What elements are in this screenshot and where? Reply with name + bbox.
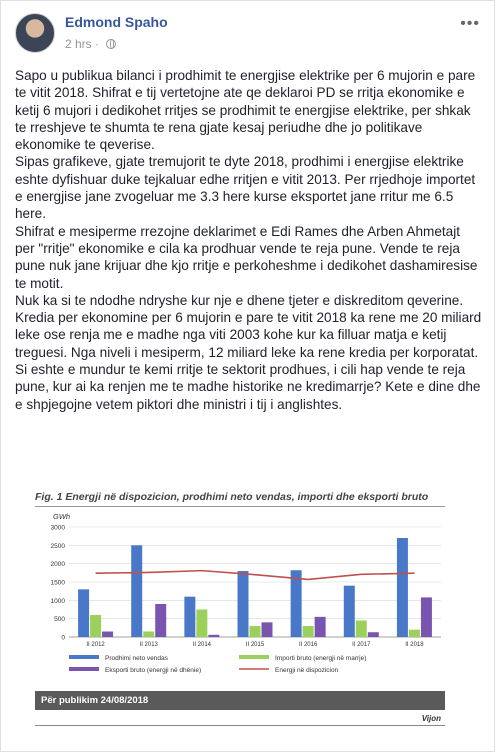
x-tick-label: II 2016	[298, 642, 318, 648]
x-tick-label: II 2017	[352, 642, 371, 648]
bar-1	[356, 621, 367, 638]
bar-2	[102, 632, 113, 638]
bar-0	[238, 571, 249, 637]
post-timestamp[interactable]: 2 hrs ·	[65, 37, 103, 51]
y-tick-label: 500	[54, 616, 65, 624]
legend-label: Energji në dispozicion	[275, 667, 339, 674]
bar-1	[143, 632, 154, 638]
legend-label: Prodhimi neto vendas	[105, 655, 168, 662]
line-series	[96, 571, 415, 580]
ellipsis-icon[interactable]: •••	[460, 15, 480, 32]
post-paragraph: Sapo u publikua bilanci i prodhimit te energjise elektrike per 6 mujorin e pare te vitit 2018. Shifrat e tij vertetojne ate qe deklaroi PD se rritja ekonomike e ketij 6 mujori i dedikohet rritjes se prodhimit te energjise elektrike, per shkak te rreshjeve te shumta te rena gjate kesaj periudhe dhe jo politikave ekonomike te qeverise.	[15, 68, 476, 153]
bar-1	[409, 630, 420, 637]
energy-chart	[29, 507, 451, 692]
bar-2	[315, 617, 326, 637]
y-axis-label: GWh	[53, 512, 71, 521]
y-tick-label: 2000	[50, 561, 65, 569]
bar-2	[368, 632, 379, 637]
y-tick-label: 3000	[50, 524, 65, 532]
post-paragraph: Nuk ka si te ndodhe ndryshe kur nje e dhene tjeter e diskreditom qeverine. Kredia per ekonomine per 6 mujorin e pare te vitit 2018 ka rene me 20 miliard leke ose renja me e madhe nga viti 2003 kohe kur ka filluar matja e ketij treguesi. Nga niveli i mesiperm, 12 miliard leke ka rene kredia per korporatat. Si eshte e mundur te kemi rritje te sektorit prodhues, i cili hap vende te reja pune, kur ai ka renjen me te madhe historike ne kredimarrje? Kete e dine dhe e shpjegojne vetem piktori dhe ministri i tij i anglishtes.	[15, 292, 482, 412]
bar-1	[90, 615, 101, 637]
bar-2	[262, 622, 273, 637]
author-name[interactable]: Edmond Spaho	[65, 14, 168, 30]
x-tick-label: II 2013	[139, 642, 158, 648]
post-paragraph: Sipas grafikeve, gjate tremujorit te dyte 2018, prodhimi i energjise elektrike eshte dyfishuar duke tejkaluar edhe rritjen e vitit 2013. Per rrjedhoje importet e energjise jane zvogeluar me 3.3 here kurse eksportet jane rritur me 6.5 here.	[15, 154, 476, 222]
bar-1	[250, 626, 261, 637]
legend-swatch	[69, 655, 99, 659]
bar-2	[208, 635, 219, 637]
bar-0	[78, 589, 89, 637]
y-tick-label: 0	[61, 634, 65, 642]
publisher-logo: Vijon	[421, 714, 441, 723]
x-tick-label: II 2015	[245, 642, 265, 648]
x-tick-label: II 2018	[405, 642, 424, 648]
legend-swatch	[239, 655, 269, 659]
post-image-chart[interactable]	[29, 485, 451, 737]
y-tick-label: 1500	[50, 579, 65, 587]
legend-label: Importi bruto (energji në marrje)	[275, 655, 367, 662]
legend-label: Eksporti bruto (energji në dhënie)	[105, 667, 202, 674]
post-header	[15, 13, 480, 57]
publication-date-banner: Për publikim 24/08/2018	[35, 691, 445, 710]
x-tick-label: II 2014	[192, 642, 212, 648]
bar-0	[184, 597, 195, 637]
post-meta	[65, 37, 116, 51]
bar-1	[303, 626, 314, 637]
bar-0	[131, 545, 142, 637]
bar-2	[421, 597, 432, 637]
bar-2	[155, 604, 166, 637]
bar-1	[196, 610, 207, 638]
y-tick-label: 1000	[50, 597, 65, 605]
post-paragraph: Shifrat e mesiperme rrezojne deklarimet e Edi Rames dhe Arben Ahmetajt per "rritje" ekonomike e cila ka prodhuar vende te reja pune. Vende te reja pune nuk jane krijuar dhe kjo rritje e perkoheshme i dedikohet dashamiresise te motit.	[15, 223, 478, 291]
bar-0	[397, 538, 408, 637]
bar-0	[291, 570, 302, 637]
divider	[35, 725, 445, 726]
legend-swatch	[69, 667, 99, 671]
avatar[interactable]	[15, 13, 55, 53]
x-tick-label: II 2012	[86, 642, 105, 648]
y-tick-label: 2500	[50, 542, 65, 550]
globe-icon	[106, 39, 116, 49]
chart-title: Fig. 1 Energji në dispozicion, prodhimi neto vendas, importi dhe eksporti bruto	[35, 491, 429, 503]
post-body	[15, 67, 483, 413]
bar-0	[344, 586, 355, 637]
